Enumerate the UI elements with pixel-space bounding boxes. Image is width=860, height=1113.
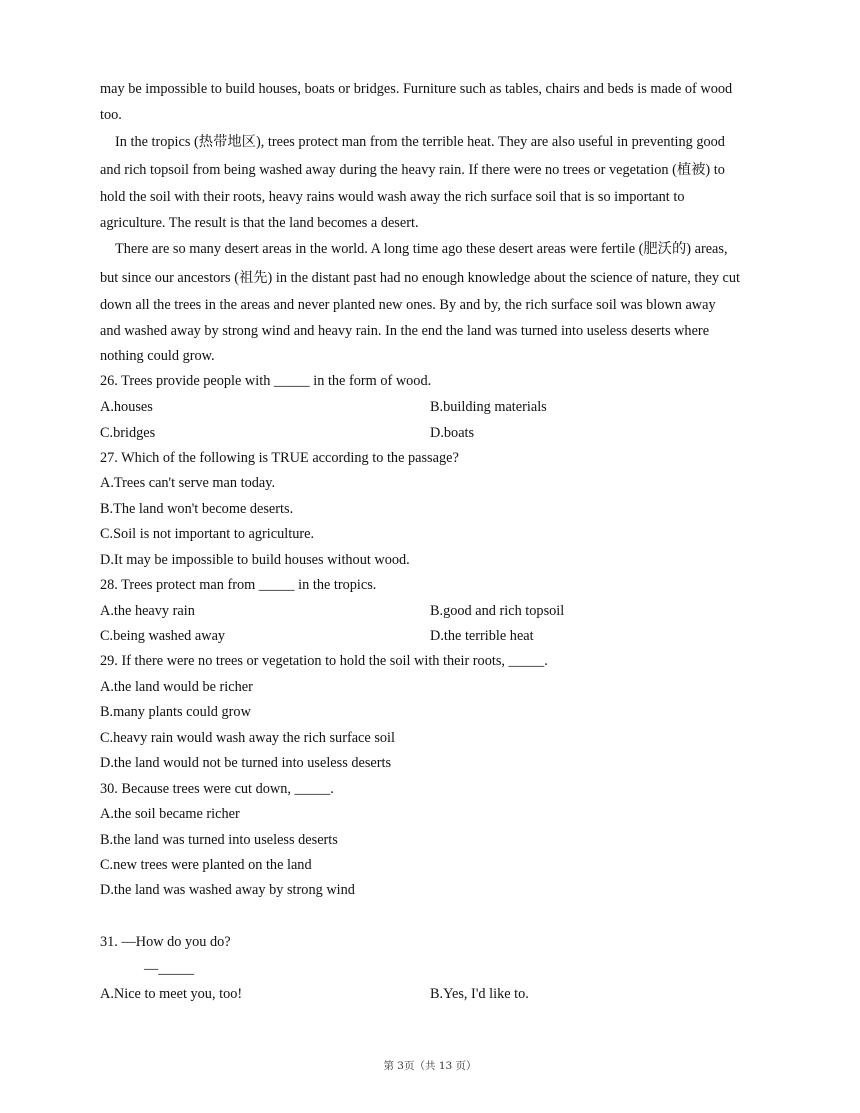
- option-c: C.being washed away: [100, 628, 226, 644]
- option-b: B.many plants could grow: [100, 704, 251, 720]
- option-c: C.Soil is not important to agriculture.: [100, 526, 315, 542]
- passage-line: In the tropics (热带地区), trees protect man from the terrible heat. They are also useful in preventing good: [115, 134, 725, 150]
- option-a: A.the land would be richer: [100, 679, 253, 695]
- question-stem: 29. If there were no trees or vegetation to hold the soil with their roots, _____.: [100, 653, 548, 669]
- option-a: A.houses: [100, 399, 153, 415]
- option-a: A.the soil became richer: [100, 806, 240, 822]
- question-stem: 28. Trees protect man from _____ in the tropics.: [100, 577, 377, 593]
- passage-line: and rich topsoil from being washed away during the heavy rain. If there were no trees or vegetation (植被) to: [100, 162, 725, 178]
- passage-line: agriculture. The result is that the land becomes a desert.: [100, 215, 419, 231]
- option-a: A.Trees can't serve man today.: [100, 475, 276, 491]
- question-stem: 26. Trees provide people with _____ in the form of wood.: [100, 373, 432, 389]
- option-c: C.bridges: [100, 425, 156, 441]
- option-c: C.heavy rain would wash away the rich surface soil: [100, 730, 395, 746]
- option-a: A.Nice to meet you, too!: [100, 986, 243, 1002]
- passage-line: may be impossible to build houses, boats or bridges. Furniture such as tables, chairs and beds is made of wood: [100, 81, 733, 97]
- option-b: B.building materials: [430, 399, 547, 415]
- option-d: D.the land would not be turned into useless deserts: [100, 755, 392, 771]
- option-d: D.boats: [430, 425, 475, 441]
- passage-line: and washed away by strong wind and heavy rain. In the end the land was turned into useless deserts where: [100, 323, 710, 339]
- option-d: D.the land was washed away by strong wind: [100, 882, 355, 898]
- option-d: D.It may be impossible to build houses without wood.: [100, 552, 410, 568]
- question-stem: 30. Because trees were cut down, _____.: [100, 781, 334, 797]
- option-d: D.the terrible heat: [430, 628, 534, 644]
- option-b: B.Yes, I'd like to.: [430, 986, 529, 1002]
- dialogue-reply: —_____: [144, 961, 195, 977]
- passage-line: too.: [100, 107, 122, 123]
- option-c: C.new trees were planted on the land: [100, 857, 312, 873]
- option-b: B.The land won't become deserts.: [100, 501, 294, 517]
- passage-line: but since our ancestors (祖先) in the distant past had no enough knowledge about the science of nature, they cut: [100, 270, 741, 286]
- passage-line: There are so many desert areas in the world. A long time ago these desert areas were fertile (肥沃的) areas,: [115, 241, 728, 257]
- passage-line: hold the soil with their roots, heavy rains would wash away the rich surface soil that is so important to: [100, 189, 685, 205]
- option-b: B.good and rich topsoil: [430, 603, 565, 619]
- passage-line: down all the trees in the areas and never planted new ones. By and by, the rich surface soil was blown away: [100, 297, 716, 313]
- question-stem: 31. —How do you do?: [100, 934, 231, 950]
- passage-line: nothing could grow.: [100, 348, 215, 364]
- page-number-footer: 第 3页（共 13 页）: [383, 1060, 477, 1072]
- option-b: B.the land was turned into useless deserts: [100, 832, 338, 848]
- option-a: A.the heavy rain: [100, 603, 195, 619]
- question-stem: 27. Which of the following is TRUE according to the passage?: [100, 450, 459, 466]
